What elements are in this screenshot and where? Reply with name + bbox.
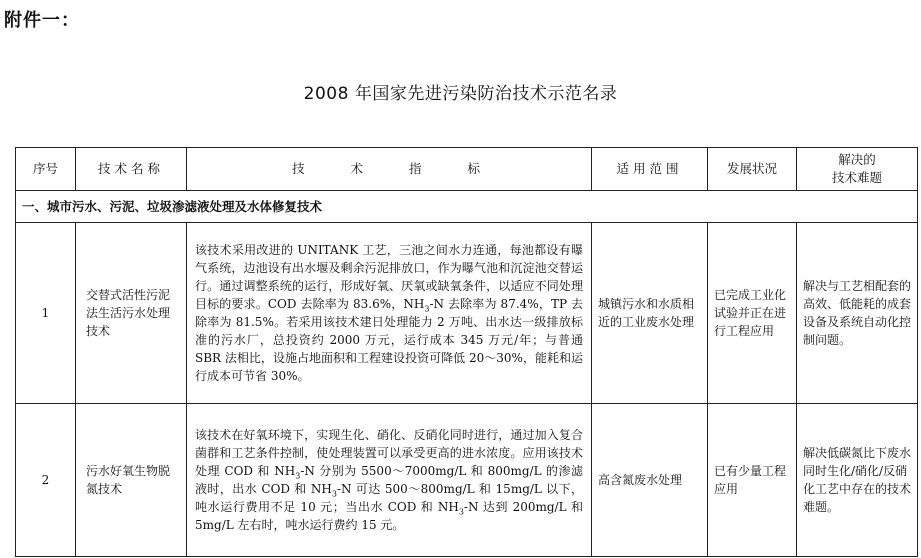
header-status: 发展状况: [708, 148, 797, 191]
header-tech-indicators: 技 术 指 标: [187, 148, 592, 191]
row-difficulty: 解决低碳氮比下废水同时生化/硝化/反硝化工艺中存在的技术难题。: [797, 404, 918, 557]
indicator-text: 该技术在好氧环境下，实现生化、硝化、反硝化同时进行，通过加入复合菌群和工艺条件控制，使处理装置可以承受更高的进水浓度。应用该技术处理 COD 和 NH: [195, 428, 583, 478]
table-header-row: [16, 148, 918, 191]
table-row: [16, 223, 918, 404]
page-title: 2008 年国家先进污染防治技术示范名录: [303, 84, 618, 104]
row-scope: 高含氮废水处理: [592, 404, 708, 557]
row-status: 已完成工业化试验并正在进行工程应用: [708, 223, 797, 404]
tech-directory-table: [15, 147, 918, 557]
header-difficulty-line2: 技术难题: [831, 170, 882, 185]
header-difficulty: [797, 148, 918, 191]
indicator-text: -N 达到 200mg/L 和 5mg/L 左右时，吨水运行费约 15 元。: [195, 500, 583, 532]
attachment-label: 附件一：: [4, 10, 80, 31]
subscript: 3: [424, 304, 430, 314]
row-no: 2: [16, 404, 76, 557]
row-difficulty: 解决与工艺相配套的高效、低能耗的成套设备及系统自动化控制问题。: [797, 223, 918, 404]
row-indicators: [187, 223, 592, 404]
indicator-text: 该技术采用改进的 UNITANK 工艺，三池之间水力连通，每池都设有曝气系统，边池设有出水堰及剩余污泥排放口，作为曝气池和沉淀池交替运行。通过调整系统的运行，形成好氧、厌氧或缺氧条件，以适应不同处理目标的要求。COD 去除率为 83.6%，NH: [195, 243, 583, 311]
subscript: 3: [295, 471, 301, 481]
subscript: 3: [331, 489, 337, 499]
row-scope: 城镇污水和水质相近的工业废水处理: [592, 223, 708, 404]
header-difficulty-line1: 解决的: [838, 152, 876, 167]
indicator-text: -N 去除率为 87.4%，TP 去除率为 81.5%。若采用该技术建日处理能力 2 万吨、出水达一级排放标准的污水厂，总投资约 2000 万元，运行成本 345 万元/年；与普通 SBR 法相比，设施占地面积和工程建设投资可降低 20～30%，能耗和运行成本可节省 30%。: [195, 297, 584, 383]
subscript: 3: [458, 507, 464, 517]
row-no: 1: [16, 223, 76, 404]
header-scope: 适用范围: [592, 148, 708, 191]
header-no: 序号: [16, 148, 76, 191]
table-row: [16, 404, 918, 557]
section-row: [16, 191, 918, 223]
header-tech-name: 技术名称: [76, 148, 187, 191]
row-tech-name: 污水好氧生物脱氮技术: [76, 404, 187, 557]
indicator-text: -N 分别为 5500～7000mg/L 和 800mg/L 的渗滤液时，出水 COD 和 NH: [195, 464, 583, 496]
row-indicators: [187, 404, 592, 557]
row-status: 已有少量工程应用: [708, 404, 797, 557]
section-title: 一、城市污水、污泥、垃圾渗滤液处理及水体修复技术: [16, 191, 918, 223]
row-tech-name: 交替式活性污泥法生活污水处理技术: [76, 223, 187, 404]
indicator-text: -N 可达 500～800mg/L 和 15mg/L 以下，吨水运行费用不足 10 元；当出水 COD 和 NH: [195, 482, 583, 514]
